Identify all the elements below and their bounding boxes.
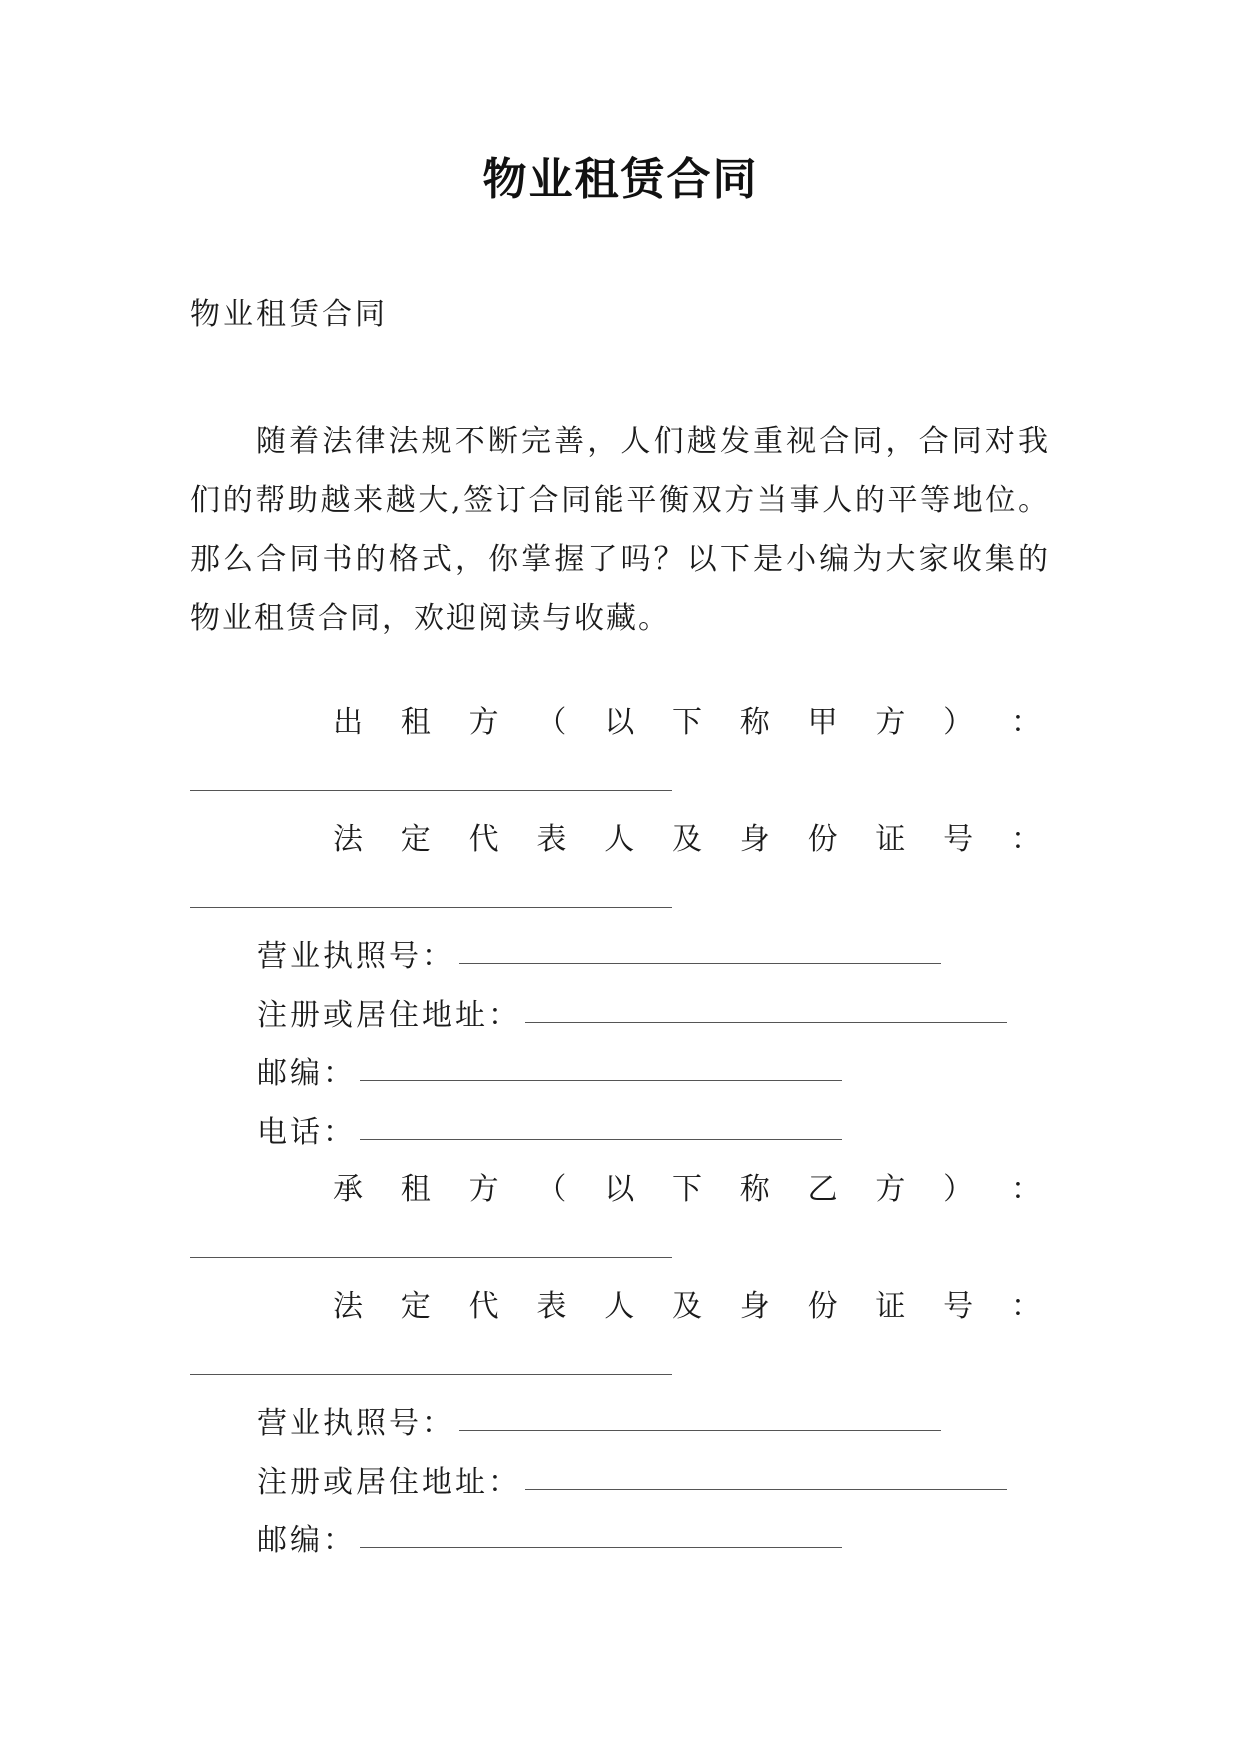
heading-char: 以 — [604, 705, 635, 740]
rep-char: 定 — [400, 822, 431, 857]
heading-char: 方 — [875, 1172, 906, 1207]
license-label: 营业执照号： — [257, 1406, 455, 1441]
party-b-address-field — [257, 1463, 1007, 1503]
rep-char: 份 — [807, 822, 838, 857]
party-b-rep-blank[interactable] — [190, 1374, 672, 1375]
heading-char: 下 — [671, 1172, 702, 1207]
heading-char: 乙 — [807, 1172, 838, 1207]
rep-char: 号 — [943, 822, 974, 857]
license-blank[interactable] — [459, 1430, 941, 1431]
address-label: 注册或居住地址： — [257, 1465, 521, 1500]
party-b-rep-heading — [333, 1287, 1041, 1327]
phone-label: 电话： — [257, 1115, 356, 1150]
heading-char: 方 — [875, 705, 906, 740]
postcode-blank[interactable] — [360, 1547, 842, 1548]
phone-blank[interactable] — [360, 1139, 842, 1140]
heading-char: 下 — [671, 705, 702, 740]
license-label: 营业执照号： — [257, 939, 455, 974]
rep-char: ： — [1010, 1289, 1041, 1324]
party-b-heading — [333, 1170, 1041, 1210]
rep-char: 份 — [807, 1289, 838, 1324]
document-subtitle: 物业租赁合同 — [190, 297, 388, 332]
heading-char: 以 — [604, 1172, 635, 1207]
rep-char: 表 — [536, 1289, 567, 1324]
party-b-license-field — [257, 1404, 941, 1444]
heading-char: 方 — [468, 705, 499, 740]
party-b-name-blank[interactable] — [190, 1257, 672, 1258]
address-blank[interactable] — [525, 1022, 1007, 1023]
rep-char: 人 — [604, 1289, 635, 1324]
rep-char: 人 — [604, 822, 635, 857]
rep-char: 证 — [875, 822, 906, 857]
intro-paragraph: 随着法律法规不断完善，人们越发重视合同，合同对我们的帮助越来越大,签订合同能平衡双方当事人的平等地位。那么合同书的格式，你掌握了吗？以下是小编为大家收集的物业租赁合同，欢迎阅读与收藏。 — [190, 424, 1050, 636]
document-title: 物业租赁合同 — [482, 154, 759, 205]
heading-char: 承 — [333, 1172, 363, 1207]
party-a-rep-blank[interactable] — [190, 907, 672, 908]
rep-char: 代 — [468, 1289, 499, 1324]
rep-char: 证 — [875, 1289, 906, 1324]
rep-char: 法 — [333, 822, 363, 857]
party-a-postcode-field — [257, 1054, 842, 1094]
heading-char: 出 — [333, 705, 363, 740]
heading-char: 方 — [468, 1172, 499, 1207]
party-a-name-blank[interactable] — [190, 790, 672, 791]
rep-char: 身 — [739, 1289, 770, 1324]
party-a-license-field — [257, 937, 941, 977]
party-b-postcode-field — [257, 1521, 842, 1561]
party-a-heading — [333, 703, 1041, 743]
party-a-address-field — [257, 996, 1007, 1036]
heading-char: ： — [1010, 705, 1041, 740]
address-label: 注册或居住地址： — [257, 998, 521, 1033]
rep-char: 身 — [739, 822, 770, 857]
party-a-rep-heading — [333, 820, 1041, 860]
heading-char: ： — [1010, 1172, 1041, 1207]
rep-char: 及 — [671, 822, 702, 857]
heading-char: （ — [536, 1172, 567, 1207]
rep-char: 及 — [671, 1289, 702, 1324]
rep-char: 表 — [536, 822, 567, 857]
rep-char: 法 — [333, 1289, 363, 1324]
license-blank[interactable] — [459, 963, 941, 964]
rep-char: 号 — [943, 1289, 974, 1324]
heading-char: 称 — [739, 1172, 770, 1207]
rep-char: ： — [1010, 822, 1041, 857]
postcode-blank[interactable] — [360, 1080, 842, 1081]
heading-char: 租 — [400, 705, 431, 740]
heading-char: ） — [943, 1172, 974, 1207]
heading-char: 称 — [739, 705, 770, 740]
rep-char: 定 — [400, 1289, 431, 1324]
heading-char: 租 — [400, 1172, 431, 1207]
postcode-label: 邮编： — [257, 1523, 356, 1558]
heading-char: ） — [943, 705, 974, 740]
heading-char: （ — [536, 705, 567, 740]
postcode-label: 邮编： — [257, 1056, 356, 1091]
party-a-phone-field — [257, 1113, 842, 1153]
heading-char: 甲 — [807, 705, 838, 740]
rep-char: 代 — [468, 822, 499, 857]
address-blank[interactable] — [525, 1489, 1007, 1490]
